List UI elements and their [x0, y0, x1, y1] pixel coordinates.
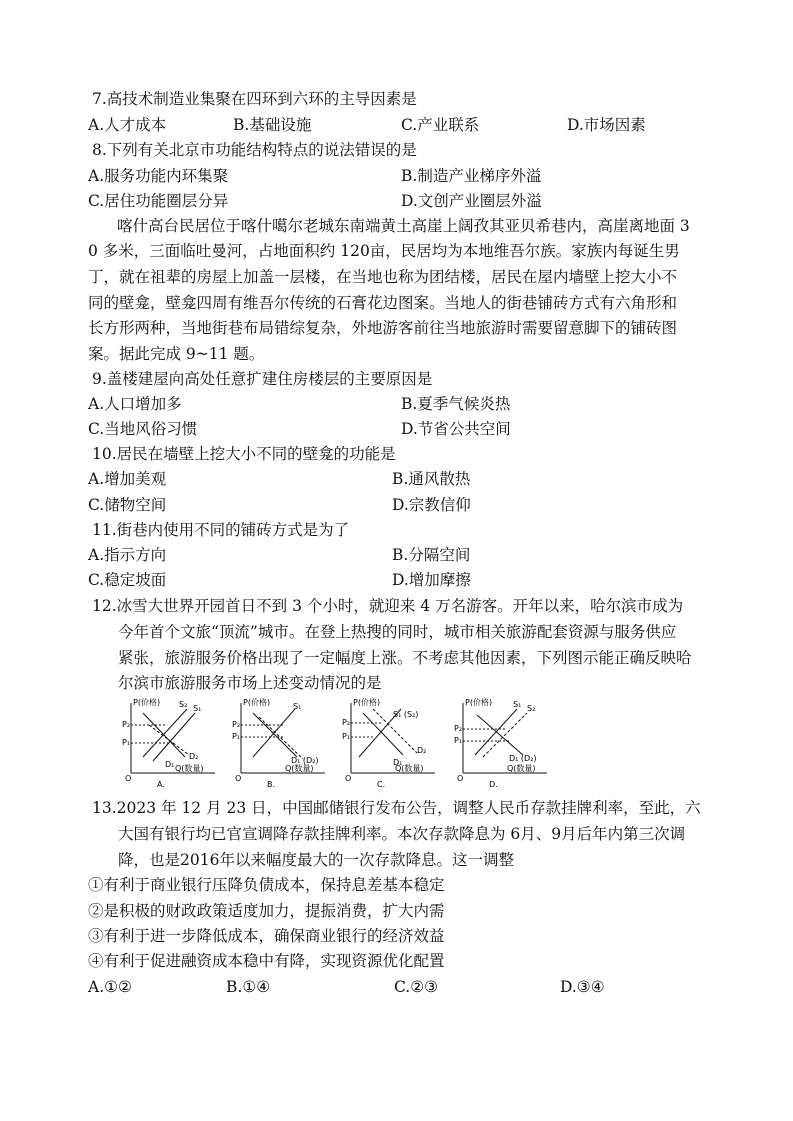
q13-option-b: B.①④	[226, 978, 271, 996]
origin-label: O	[125, 774, 132, 783]
d-label: D₁ (D₂)	[291, 756, 319, 765]
q13-option-d: D.③④	[560, 978, 605, 996]
q13-option-c: C.②③	[394, 978, 439, 996]
passage-line: 案。据此完成 9~11 题。	[88, 345, 265, 363]
p1-label: P₁	[232, 732, 241, 741]
q11-option-b: B.分隔空间	[392, 546, 471, 564]
d-label: D₁	[165, 760, 175, 769]
passage-line: 0 多米，三面临吐曼河，占地面积约 120亩，民居均为本地维吾尔族。家族内每诞生男	[88, 242, 680, 260]
q13-line: 大国有银行均已官宣调降存款挂牌利率。本次存款降息为 6月、9月后年内第三次调	[118, 825, 686, 843]
s-label: S₂	[527, 704, 536, 713]
q7-option-b: B.基础设施	[233, 116, 312, 134]
p2-label: P₂	[342, 718, 351, 727]
passage-line: 喀什高台民居位于喀什噶尔老城东南端黄土高崖上阔孜其亚贝希巷内，高崖离地面 3	[117, 217, 690, 235]
q8-stem: 8.下列有关北京市功能结构特点的说法错误的是	[92, 141, 417, 159]
q8-option-d: D.文创产业圈层外溢	[401, 192, 542, 210]
graph-b	[223, 695, 331, 790]
p2-label: P₂	[454, 724, 463, 733]
q12-line: 尔滨市旅游服务市场上述变动情况的是	[118, 674, 382, 692]
origin-label: O	[457, 774, 464, 783]
s-label: S₁	[193, 704, 202, 713]
q11-stem: 11.街巷内使用不同的铺砖方式是为了	[92, 521, 350, 539]
graph-option-label: B.	[267, 780, 276, 789]
p2-label: P₂	[122, 720, 131, 729]
s-label: S₁ (S₂)	[393, 710, 419, 719]
s-label: S₂	[179, 700, 188, 709]
passage-line: 丁，就在祖辈的房屋上加盖一层楼，在当地也称为团结楼，居民在屋内墙壁上挖大小不	[88, 268, 678, 286]
q13-item-3: ③有利于进一步降低成本，确保商业银行的经济效益	[88, 927, 445, 945]
q13-option-a: A.①②	[88, 978, 132, 996]
q13-item-1: ①有利于商业银行压降负债成本，保持息差基本稳定	[88, 876, 445, 894]
p2-label: P₂	[232, 720, 241, 729]
q10-option-c: C.储物空间	[88, 496, 167, 514]
x-axis-label: Q(数量)	[395, 764, 424, 773]
q7-option-d: D.市场因素	[567, 116, 646, 134]
graph-option-label: A.	[157, 780, 165, 789]
q10-stem: 10.居民在墙壁上挖大小不同的壁龛的功能是	[92, 445, 396, 463]
y-axis-label: P(价格)	[243, 698, 271, 707]
q9-option-d: D.节省公共空间	[401, 420, 511, 438]
q7-option-a: A.人才成本	[88, 116, 167, 134]
q8-option-b: B.制造产业梯序外溢	[401, 167, 542, 185]
q9-option-b: B.夏季气候炎热	[401, 395, 511, 413]
q13-item-2: ②是积极的财政政策适度加力，提振消费，扩大内需	[88, 902, 445, 920]
q13-line: 13.2023 年 12 月 23 日，中国邮储银行发布公告，调整人民币存款挂牌利率，至此，六	[92, 799, 701, 817]
y-axis-label: P(价格)	[133, 698, 161, 707]
p1-label: P₁	[122, 738, 131, 747]
q12-line: 12.冰雪大世界开园首日不到 3 个小时，就迎来 4 万名游客。开年以来，哈尔滨市成为	[92, 597, 684, 615]
q12-line: 今年首个文旅“顶流”城市。在登上热搜的同时，城市相关旅游配套资源与服务供应	[118, 623, 677, 641]
y-axis-label: P(价格)	[353, 698, 381, 707]
x-axis-label: Q(数量)	[175, 764, 204, 773]
d-label: D₁	[393, 758, 403, 767]
q12-graphs	[113, 695, 553, 790]
origin-label: O	[235, 774, 242, 783]
q13-item-4: ④有利于促进融资成本稳中有降，实现资源优化配置	[88, 952, 445, 970]
p1-label: P₁	[454, 736, 463, 745]
q9-option-c: C.当地风俗习惯	[88, 420, 198, 438]
graph-option-label: D.	[489, 780, 498, 789]
graph-c	[333, 695, 441, 790]
q7-stem: 7.高技术制造业集聚在四环到六环的主导因素是	[92, 90, 417, 108]
passage-line: 同的壁龛，壁龛四周有维吾尔传统的石膏花边图案。当地人的街巷铺砖方式有六角形和	[88, 294, 678, 312]
q11-option-c: C.稳定坡面	[88, 571, 167, 589]
graph-option-label: C.	[377, 780, 386, 789]
y-axis-label: P(价格)	[465, 698, 493, 707]
p1-label: P₁	[342, 732, 351, 741]
d-label: D₂	[189, 752, 199, 761]
q13-line: 降，也是2016年以来幅度最大的一次存款降息。这一调整	[118, 851, 514, 869]
d-label: D₂	[417, 746, 427, 755]
q8-option-a: A.服务功能内环集聚	[88, 167, 229, 185]
q12-line: 紧张，旅游服务价格出现了一定幅度上涨。不考虑其他因素，下列图示能正确反映哈	[118, 649, 692, 667]
s-label: S₁	[293, 702, 302, 711]
x-axis-label: Q(数量)	[285, 764, 314, 773]
passage-line: 长方形两种，当地街巷布局错综复杂，外地游客前往当地旅游时需要留意脚下的铺砖图	[88, 319, 678, 337]
graph-a	[113, 695, 221, 790]
q9-stem: 9.盖楼建屋向高处任意扩建住房楼层的主要原因是	[92, 370, 433, 388]
q9-option-a: A.人口增加多	[88, 395, 182, 413]
x-axis-label: Q(数量)	[507, 764, 536, 773]
d-label: D₁ (D₂)	[509, 754, 537, 763]
q11-option-d: D.增加摩擦	[392, 571, 471, 589]
q8-option-c: C.居住功能圈层分异	[88, 192, 229, 210]
q10-option-d: D.宗教信仰	[392, 496, 471, 514]
q7-option-c: C.产业联系	[401, 116, 480, 134]
graph-d	[445, 695, 553, 790]
q10-option-a: A.增加美观	[88, 470, 167, 488]
q10-option-b: B.通风散热	[392, 470, 471, 488]
q11-option-a: A.指示方向	[88, 546, 167, 564]
s-label: S₁	[513, 700, 522, 709]
origin-label: O	[345, 774, 352, 783]
